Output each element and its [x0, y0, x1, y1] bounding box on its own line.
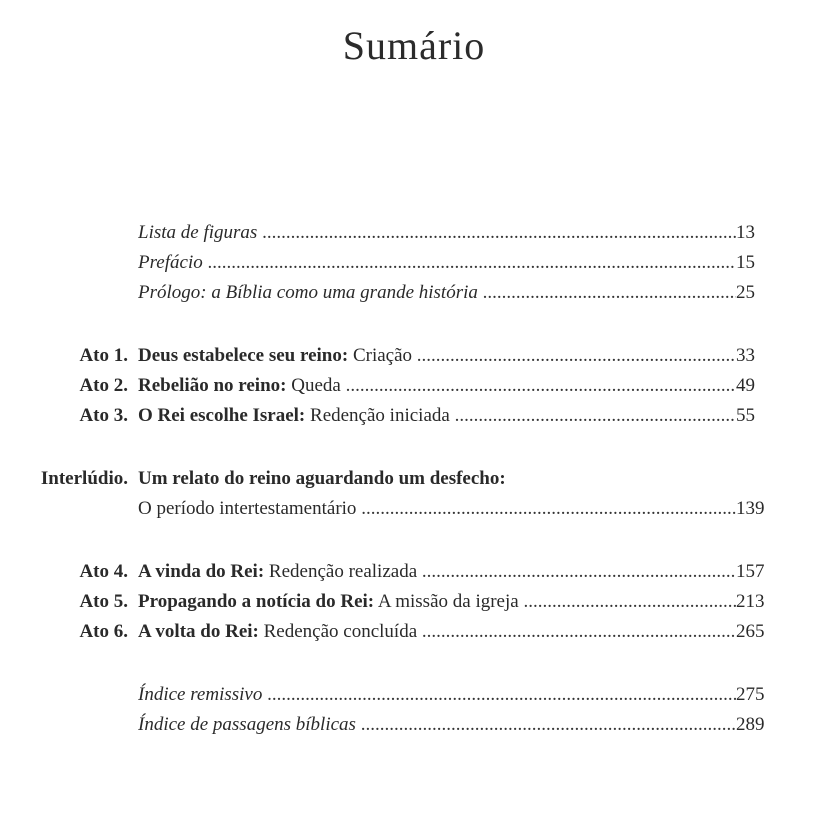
toc-page-number: 33: [736, 345, 755, 366]
toc-entry-title: Índice remissivo .....: [138, 680, 736, 710]
toc-entry-title: Prólogo: a Bíblia como uma grande história .....: [138, 278, 736, 308]
toc-page-number: 25: [736, 282, 755, 303]
toc-act-number: Ato 2.: [79, 375, 128, 396]
toc-page-number: 15: [736, 252, 755, 273]
toc-page-number: 13: [736, 222, 755, 243]
toc-entry-title: A vinda do Rei: Redenção realizada .....: [138, 557, 736, 587]
toc-entry-title: Prefácio .....: [138, 248, 736, 278]
toc-page-number: 213: [736, 591, 765, 612]
toc-entry-prefacio[interactable]: [0, 248, 828, 278]
toc-entry-ato-4[interactable]: [0, 557, 828, 587]
toc-page-number: 265: [736, 621, 765, 642]
toc-act-number: Ato 3.: [79, 405, 128, 426]
toc-entry-title: Lista de figuras .....: [138, 218, 736, 248]
toc-entry-interludio[interactable]: [0, 464, 828, 494]
toc-entry-indice-remissivo[interactable]: [0, 680, 828, 710]
page-title: Sumário: [342, 23, 486, 68]
toc-page-number: 275: [736, 684, 765, 705]
toc-page-number: 157: [736, 561, 765, 582]
toc-entry-title: Deus estabelece seu reino: Criação .....: [138, 341, 736, 371]
toc-act-number: Interlúdio.: [40, 468, 128, 489]
toc-entry-ato-3[interactable]: [0, 401, 828, 431]
toc-act-number: Ato 5.: [79, 591, 128, 612]
toc-entry-interludio-subtitle[interactable]: [0, 494, 828, 524]
toc-page-number: 49: [736, 375, 755, 396]
toc-entry-title: Um relato do reino aguardando um desfecho:: [138, 468, 506, 489]
toc-entry-ato-5[interactable]: [0, 587, 828, 617]
toc-entry-ato-6[interactable]: [0, 617, 828, 647]
toc-entry-lista-de-figuras[interactable]: [0, 218, 828, 248]
toc-entry-title: Propagando a notícia do Rei: A missão da igreja .....: [138, 587, 736, 617]
toc-entry-title: A volta do Rei: Redenção concluída .....: [138, 617, 736, 647]
toc-act-number: Ato 1.: [79, 345, 128, 366]
toc-entry-ato-2[interactable]: [0, 371, 828, 401]
toc-entry-title: Índice de passagens bíblicas .....: [138, 710, 736, 740]
table-of-contents: [0, 218, 828, 740]
toc-entry-title: Rebelião no reino: Queda .....: [138, 371, 736, 401]
toc-entry-title: O Rei escolhe Israel: Redenção iniciada .....: [138, 401, 736, 431]
toc-entry-prologo[interactable]: [0, 278, 828, 308]
toc-entry-ato-1[interactable]: [0, 341, 828, 371]
toc-act-number: Ato 6.: [79, 621, 128, 642]
toc-page-number: 55: [736, 405, 755, 426]
toc-act-number: Ato 4.: [79, 561, 128, 582]
toc-entry-indice-passagens[interactable]: [0, 710, 828, 740]
toc-page-number: 139: [736, 498, 765, 519]
toc-entry-subtitle: O período intertestamentário .....: [138, 494, 736, 524]
toc-page-number: 289: [736, 714, 765, 735]
